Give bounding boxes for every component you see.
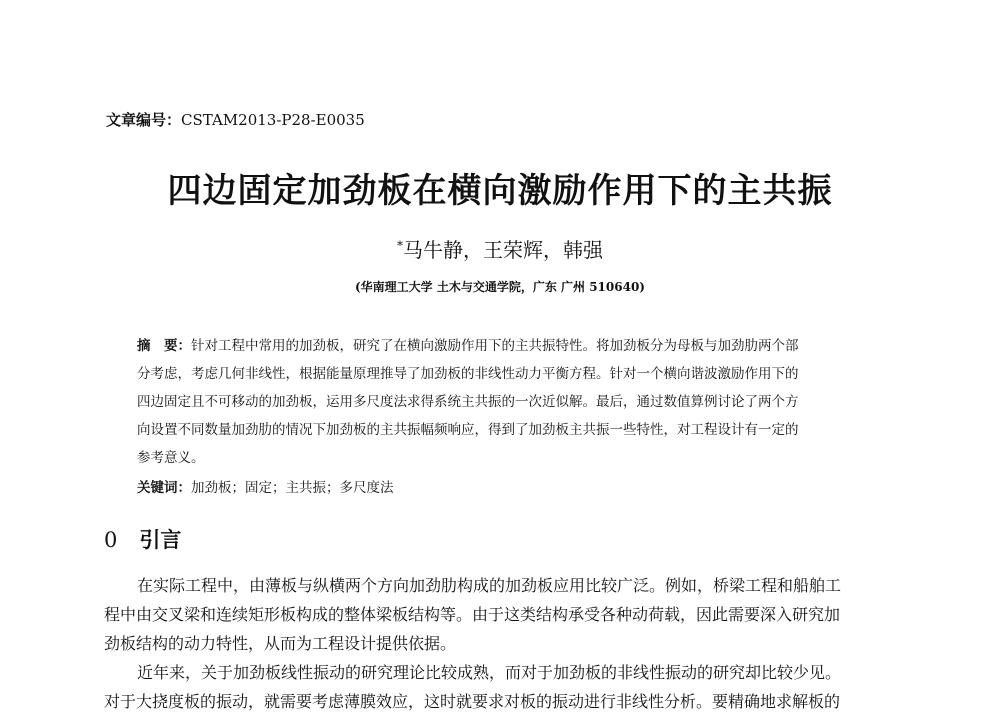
- authors: [0, 234, 1000, 263]
- keywords-value: 加劲板；固定；主共振；多尺度法: [191, 480, 394, 496]
- abstract-label: 摘 要：: [137, 338, 191, 354]
- abstract-line: 向设置不同数量加劲肋的情况下加劲板的主共振幅频响应，得到了加劲板主共振一些特性，对工程设计有一定的: [137, 422, 799, 438]
- body-line: 近年来，关于加劲板线性振动的研究理论比较成熟，而对于加劲板的非线性振动的研究却比较少见。: [137, 663, 842, 682]
- affiliation: (华南理工大学 土木与交通学院，广东 广州 510640): [355, 280, 645, 294]
- abstract-line: 参考意义。: [137, 450, 205, 466]
- article-id-value: CSTAM2013-P28-E0035: [181, 111, 365, 129]
- article-id-label: 文章编号：: [106, 111, 182, 129]
- paper-title: 四边固定加劲板在横向激励作用下的主共振: [167, 171, 833, 211]
- keywords: [137, 476, 394, 496]
- section-heading: [104, 524, 181, 554]
- abstract-line: [137, 334, 799, 354]
- keywords-label: 关键词：: [137, 480, 191, 496]
- author-names: 马牛静，王荣辉，韩强: [403, 238, 603, 262]
- article-id: [106, 109, 365, 130]
- section-title: 引言: [139, 528, 182, 552]
- section-number: 0: [104, 528, 118, 552]
- body-line: 对于大挠度板的振动，就需要考虑薄膜效应，这时就要求对板的振动进行非线性分析。要精确地求解板的: [104, 692, 841, 711]
- body-line: 劲板结构的动力特性，从而为工程设计提供依据。: [104, 634, 457, 653]
- abstract-line: 四边固定且不可移动的加劲板，运用多尺度法求得系统主共振的一次近似解。最后，通过数值算例讨论了两个方: [137, 394, 799, 410]
- body-line: 程中由交叉梁和连续矩形板构成的整体梁板结构等。由于这类结构承受各种动荷载，因此需要深入研究加: [104, 605, 841, 624]
- abstract-text: 针对工程中常用的加劲板，研究了在横向激励作用下的主共振特性。将加劲板分为母板与加劲肋两个部: [191, 338, 799, 354]
- body-line: 在实际工程中，由薄板与纵横两个方向加劲肋构成的加劲板应用比较广泛。例如，桥梁工程和船舶工: [137, 576, 842, 595]
- abstract-line: 分考虑，考虑几何非线性，根据能量原理推导了加劲板的非线性动力平衡方程。针对一个横向谐波激励作用下的: [137, 366, 799, 382]
- corresponding-author-mark: *: [397, 238, 403, 253]
